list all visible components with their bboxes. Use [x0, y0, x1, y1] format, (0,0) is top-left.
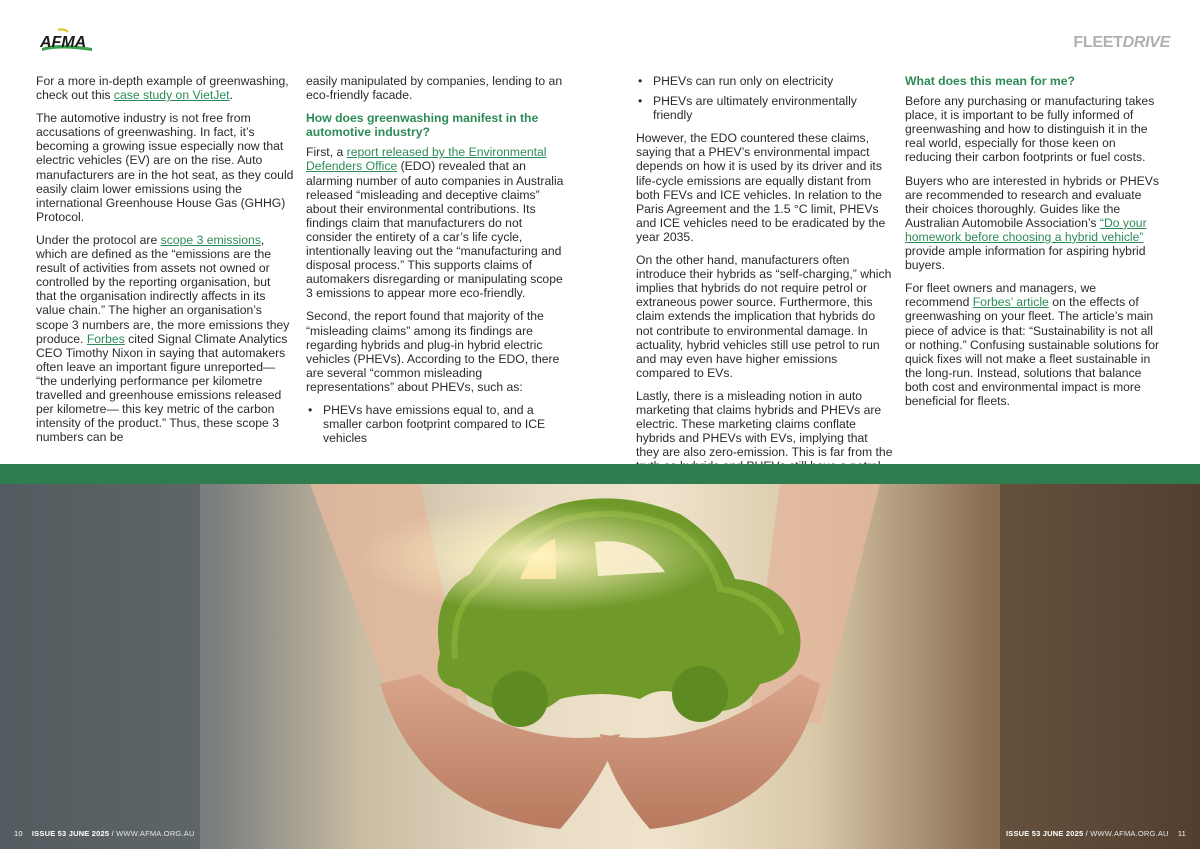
section-heading: What does this mean for me?	[905, 74, 1075, 88]
text: (EDO) revealed that an alarming number of auto companies in Australia released “misleading and deceptive claims” about their environmental contributions. Its findings claim that manufacturers do not consider the entirety of a car’s life cycle, intentionally leaving out the “manufacturing and disposal process.” This supports claims of automakers disregarding or manipulating scope 3 emissions to appear more eco-friendly.	[306, 159, 564, 301]
text: on the effects of greenwashing on your fleet. The article’s main piece of advice is that: “Sustainability is not all or nothing.” Confusing sustainable solutions for quick fixes will not make a fleet sustainable in the long-run. Instead, solutions that balance both cost and environmental impact is more beneficial for fleets.	[905, 295, 1160, 408]
page-number: 10	[14, 829, 23, 838]
forbes-link[interactable]: Forbes	[86, 331, 125, 346]
paragraph: Lastly, there is a misleading notion in auto marketing that claims hybrids and PHEVs are electric. These marketing claims conflate hybrids and PHEVs with EVs, implying that they are also zero-emission. This is far from the	[636, 388, 893, 460]
issue-info: ISSUE 53 JUNE 2025	[31, 829, 110, 838]
footer-left: 10 ISSUE 53 JUNE 2025 / WWW.AFMA.ORG.AU	[14, 829, 195, 838]
footer-right: ISSUE 53 JUNE 2025 / WWW.AFMA.ORG.AU 11	[1005, 829, 1186, 838]
paragraph	[905, 174, 1163, 273]
page-number: 11	[1177, 829, 1186, 838]
afma-logo	[38, 28, 96, 56]
brand-left: FLEET	[1073, 34, 1123, 51]
text: , which are defined as the “emissions are the result of activities from assets not owned or controlled by the reporting organisation, but that the organisation indirectly affects in its value chain.” The higher an organisation’s scope 3 numbers are, the more emissions they produce.	[36, 232, 290, 346]
bullet-item: • PHEVs have emissions equal to, and a smaller carbon footprint compared to ICE vehicles	[306, 403, 564, 445]
edo-report-link[interactable]: report released by the Environmental Defenders Office	[306, 145, 547, 174]
text: Under the protocol are	[36, 232, 161, 247]
brand-right: DRIVE	[1122, 34, 1170, 51]
text: provide ample information for aspiring hybrid buyers.	[905, 244, 1146, 273]
column-2	[306, 74, 564, 451]
paragraph: On the other hand, manufacturers often introduce their hybrids as “self-charging,” which implies that hybrids do not require petrol or extraneous power source. Furthermore, this claim extends the implication that hybrids do not contribute to environmental damage. In actuality, hybrid vehicles still use petrol to run and may even have higher emissions compared to EVs.	[636, 253, 892, 380]
paragraph: Before any purchasing or manufacturing takes place, it is important to be fully informed of greenwashing and how to distinguish it in the real world, especially for those keen on reducing their carbon footprints or fuel costs.	[905, 94, 1155, 165]
column-4	[905, 74, 1163, 417]
paragraph	[905, 281, 1163, 408]
text: For fleet owners and managers, we recommend	[905, 281, 1097, 310]
aaa-hybrid-guide-link[interactable]: “Do your homework before choosing a hybrid vehicle”	[905, 215, 1147, 244]
paragraph: easily manipulated by companies, lending to an eco-friendly facade.	[306, 74, 563, 103]
text: Buyers who are interested in hybrids or PHEVs are recommended to research and evaluate their choices thoroughly. Guides like the Australian Automobile Association’s	[905, 173, 1160, 230]
text: For a more in-depth example of greenwashing, check out this	[36, 74, 289, 103]
text: .	[229, 88, 233, 103]
paragraph: However, the EDO countered these claims, saying that a PHEV’s environmental impact depends on how it is used by its driver and its life-cycle emissions are equally distant from both FEVs and ICE vehicles. In relation to the Paris Agreement and the 1.5 °C limit, PHEVs and ICE vehicles need to be eradicated by the year 2035.	[636, 131, 886, 244]
column-1	[36, 74, 294, 453]
bullet-item: • PHEVs are ultimately environmentally friendly	[636, 94, 894, 122]
text: cited Signal Climate Analytics CEO Timothy Nixon in saying that automakers often leave an important figure unreported— “the underlying performance per kilometre travelled and greenhouse emissions released per kilometre— this key metric of the carbon intensity of the product.” Thus, these scope 3 numbers can be	[36, 331, 288, 445]
paragraph	[36, 233, 294, 444]
forbes-article-link[interactable]: Forbes’ article	[972, 295, 1049, 310]
issue-info: ISSUE 53 JUNE 2025	[1005, 829, 1084, 838]
vietjet-case-study-link[interactable]: case study on VietJet	[113, 88, 230, 103]
text: First, a	[306, 145, 347, 160]
hands-holding-moss-car-photo	[0, 484, 1200, 849]
paragraph	[306, 145, 564, 300]
logo-text: AFMA	[40, 34, 87, 51]
bullet-item: • PHEVs can run only on electricity	[636, 74, 894, 88]
website-link[interactable]: WWW.AFMA.ORG.AU	[1090, 829, 1169, 838]
scope-3-emissions-link[interactable]: scope 3 emissions	[160, 232, 261, 247]
website-link[interactable]: WWW.AFMA.ORG.AU	[116, 829, 195, 838]
fleetdrive-brand	[1073, 34, 1170, 52]
section-heading: How does greenwashing manifest in the automotive industry?	[306, 111, 539, 140]
paragraph	[36, 74, 294, 102]
green-divider-bar	[0, 464, 1200, 484]
paragraph: Second, the report found that majority of the “misleading claims” among its findings are regarding hybrids and plug-in hybrid electric vehicles (PHEVs). According to the EDO, there are several “common misleading representations” about PHEVs, such as:	[306, 309, 560, 394]
paragraph: The automotive industry is not free from accusations of greenwashing. In fact, it’s becoming a growing issue especially now that electric vehicles (EV) are on the rise. Auto manufacturers are in the hot seat, as they could easily claim lower emissions using the international Greenhouse House Gas (GHHG) Protocol.	[36, 111, 294, 224]
column-3	[636, 74, 894, 511]
